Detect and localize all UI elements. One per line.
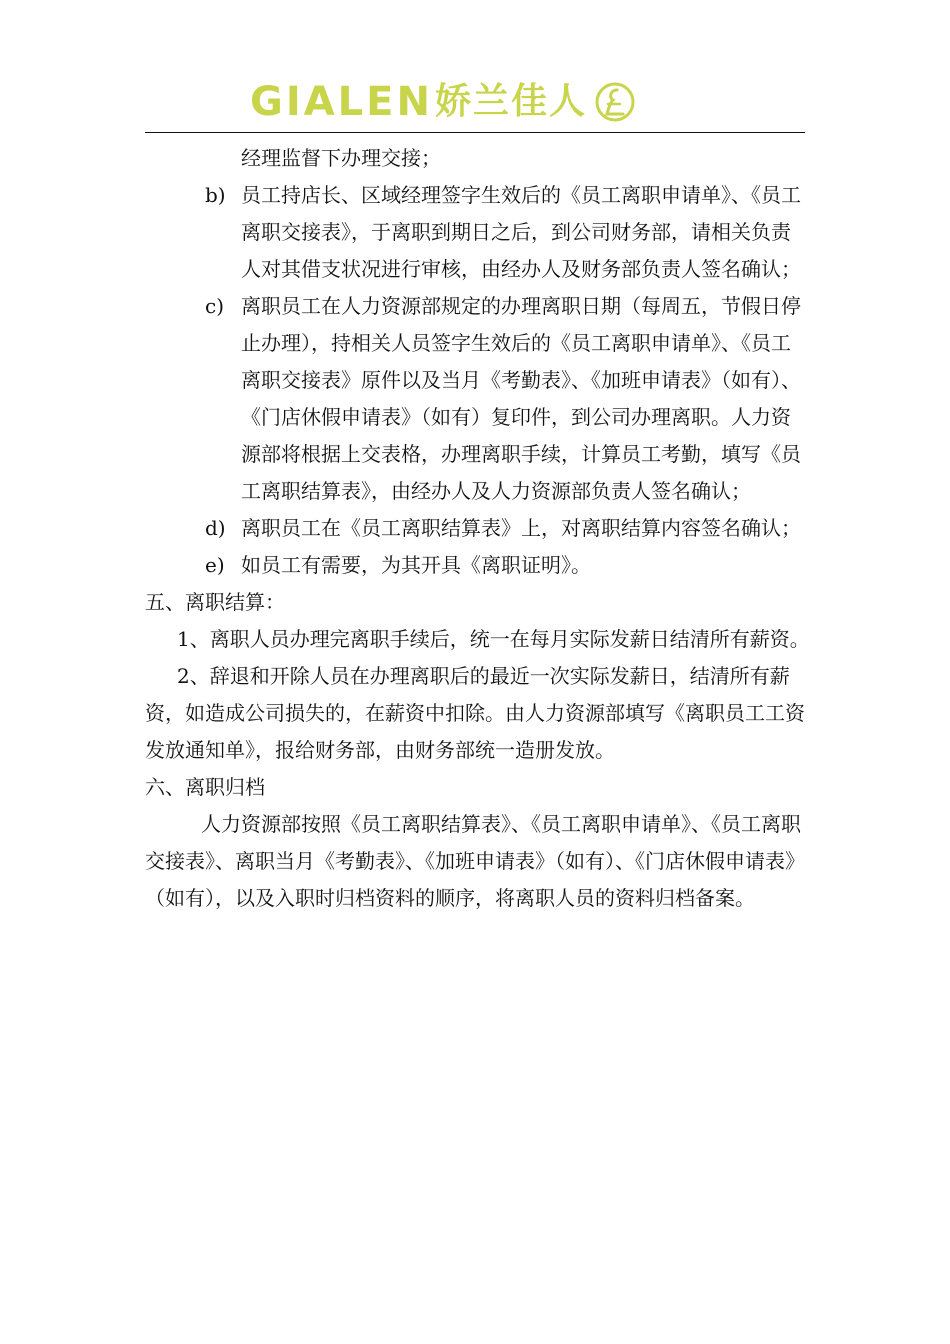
item-a-continuation: 经理监督下办理交接； <box>241 146 441 170</box>
section6-paragraph: 人力资源部按照《员工离职结算表》、《员工离职申请单》、《员工离职交接表》、离职当月《考勤表》、《加班申请表》（如有）、《门店休假申请表》（如有），以及入职时归档资料的顺序，将离职人员的资料归档备案。 <box>145 812 805 910</box>
list-item-text: 离职员工在《员工离职结算表》上，对离职结算内容签名确认； <box>241 516 801 540</box>
section6-title: 六、离职归档 <box>145 775 265 799</box>
logo-latin-text: GIALEN <box>250 79 433 125</box>
list-item-text: 如员工有需要，为其开具《离职证明》。 <box>241 553 591 577</box>
page-header <box>145 72 805 134</box>
section5-title: 五、离职结算： <box>145 590 285 614</box>
list-marker: e) <box>205 553 225 577</box>
list-item-d <box>145 510 810 547</box>
list-marker: c) <box>205 294 225 318</box>
list-item-text: 离职员工在人力资源部规定的办理离职日期（每周五，节假日停止办理），持相关人员签字生效后的《员工离职申请单》、《员工离职交接表》原件以及当月《考勤表》、《加班申请表》（如有）、《门店休假申请表》（如有）复印件，到公司办理离职。人力资源部将根据上交表格，办理离职手续，计算员工考勤，填写《员工离职结算表》，由经办人及人力资源部负责人签名确认； <box>241 294 801 503</box>
section5-paragraph-2: 2、辞退和开除人员在办理离职后的最近一次实际发薪日，结清所有薪资，如造成公司损失的，在薪资中扣除。由人力资源部填写《离职员工工资发放通知单》，报给财务部，由财务部统一造册发放。 <box>145 664 805 762</box>
list-marker: d) <box>205 516 226 540</box>
header-divider <box>145 132 805 133</box>
logo-chinese-text: 娇兰佳人 <box>434 81 587 122</box>
procedure-list <box>145 177 810 584</box>
gialen-l-circle-icon <box>593 80 637 124</box>
list-item-e <box>145 547 810 584</box>
list-item-b <box>145 177 810 288</box>
list-item-c <box>145 288 810 510</box>
section5-paragraph-1: 1、离职人员办理完离职手续后，统一在每月实际发薪日结清所有薪资。 <box>177 627 810 651</box>
gialen-logo <box>250 78 637 126</box>
list-item-text: 员工持店长、区域经理签字生效后的《员工离职申请单》、《员工离职交接表》，于离职到期日之后，到公司财务部，请相关负责人对其借支状况进行审核，由经办人及财务部负责人签名确认； <box>241 183 801 281</box>
list-marker: b) <box>205 183 226 207</box>
document-body <box>145 140 810 917</box>
